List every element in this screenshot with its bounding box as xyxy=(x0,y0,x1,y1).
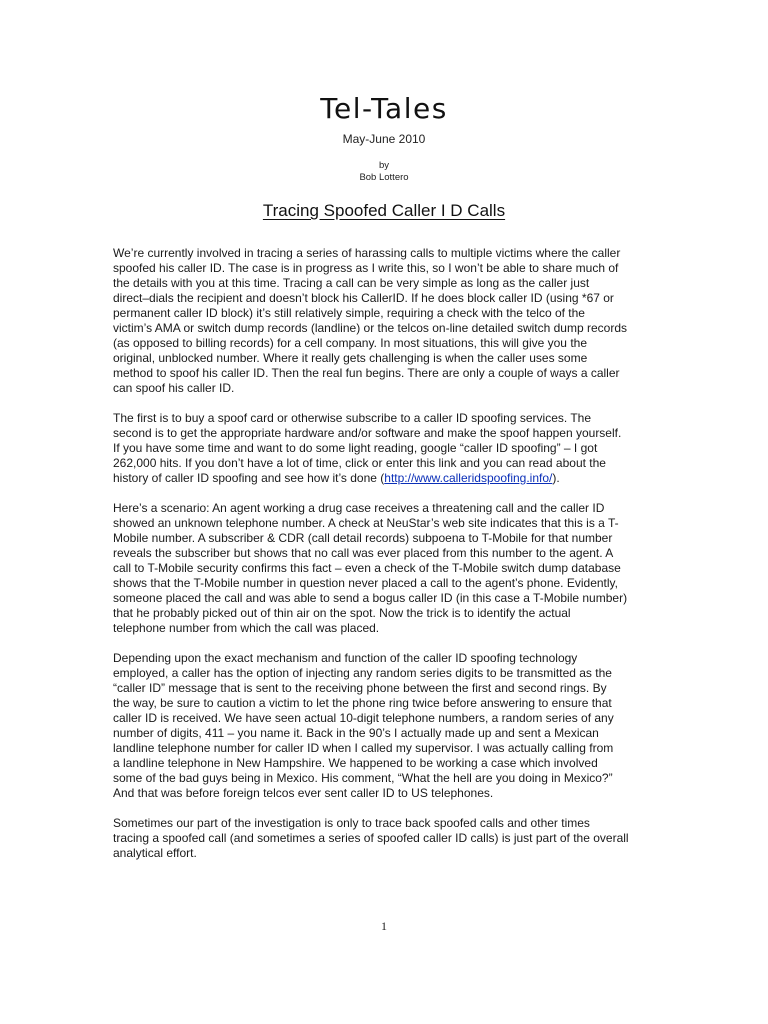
text-line: (as opposed to billing records) for a cell company. In most situations, this will give you the xyxy=(113,336,587,350)
text-line: victim’s AMA or switch dump records (landline) or the telcos on-line detailed switch dump records xyxy=(113,321,627,335)
link-suffix-text: ). xyxy=(552,471,560,485)
paragraph-spoofing-methods xyxy=(113,411,661,486)
text-line: Depending upon the exact mechanism and function of the caller ID spoofing technology xyxy=(113,651,578,665)
text-line: We’re currently involved in tracing a series of harassing calls to multiple victims where the caller xyxy=(113,246,621,260)
text-line: landline telephone number for caller ID when I called my supervisor. I was actually calling from xyxy=(113,741,614,755)
text-line: the details with you at this time. Tracing a call can be very simple as long as the caller just xyxy=(113,276,590,290)
text-line: Mobile number. A subscriber & CDR (call detail records) subpoena to T-Mobile for that number xyxy=(113,531,613,545)
byline xyxy=(0,160,768,184)
text-line: second is to get the appropriate hardware and/or software and make the spoof happen yourself. xyxy=(113,426,622,440)
text-line: Sometimes our part of the investigation is only to trace back spoofed calls and other times xyxy=(113,816,590,830)
byline-by-label: by xyxy=(378,160,390,171)
text-line: method to spoof his caller ID. Then the real fun begins. There are only a couple of ways a caller xyxy=(113,366,620,380)
text-line: that he probably picked out of thin air on the spot. Now the trick is to identify the actual xyxy=(113,606,571,620)
text-line: number of digits, 411 – you name it. Back in the 90’s I actually made up and sent a Mexican xyxy=(113,726,599,740)
text-line: shows that the T-Mobile number in question never placed a call to the agent’s phone. Evidently, xyxy=(113,576,618,590)
text-line: permanent caller ID block) it’s still relatively simple, requiring a check with the telco of the xyxy=(113,306,585,320)
text-line: showed an unknown telephone number. A check at NeuStar’s web site indicates that this is a T- xyxy=(113,516,619,530)
text-line: someone placed the call and was able to send a bogus caller ID (in this case a T-Mobile number) xyxy=(113,591,628,605)
calleridspoofing-link[interactable]: http://www.calleridspoofing.info/ xyxy=(384,471,553,485)
text-line: “caller ID” message that is sent to the receiving phone between the first and second rings. By xyxy=(113,681,607,695)
link-prefix-text: history of caller ID spoofing and see how it’s done ( xyxy=(113,471,385,485)
paragraph-mechanism xyxy=(113,651,661,801)
text-line: If you have some time and want to do some light reading, google “caller ID spoofing” – I got xyxy=(113,441,598,455)
text-line-with-link xyxy=(113,471,661,486)
text-line: a landline telephone in New Hampshire. We happened to be working a case which involved xyxy=(113,756,598,770)
text-line: analytical effort. xyxy=(113,846,197,860)
text-line: reveals the subscriber but shows that no call was ever placed from this number to the agent. A xyxy=(113,546,614,560)
text-line: 262,000 hits. If you don’t have a lot of time, click or enter this link and you can read about the xyxy=(113,456,606,470)
article-body xyxy=(113,246,661,876)
paragraph-closing xyxy=(113,816,661,861)
text-line: Here’s a scenario: An agent working a drug case receives a threatening call and the caller ID xyxy=(113,501,605,515)
text-line: And that was before foreign telcos ever sent caller ID to US telephones. xyxy=(113,786,494,800)
issue-date: May-June 2010 xyxy=(342,132,426,146)
byline-author: Bob Lottero xyxy=(359,172,409,183)
paragraph-scenario xyxy=(113,501,661,636)
paragraph-intro xyxy=(113,246,661,396)
article-title: Tracing Spoofed Caller I D Calls xyxy=(262,201,506,220)
text-line: spoofed his caller ID. The case is in progress as I write this, so I won’t be able to share much of xyxy=(113,261,619,275)
text-line: tracing a spoofed call (and sometimes a series of spoofed caller ID calls) is just part of the overall xyxy=(113,831,629,845)
text-line: call to T-Mobile security confirms this fact – even a check of the T-Mobile switch dump database xyxy=(113,561,621,575)
masthead-title: Tel-Tales xyxy=(320,92,448,125)
text-line: some of the bad guys being in Mexico. His comment, “What the hell are you doing in Mexico?” xyxy=(113,771,613,785)
text-line: caller ID is received. We have seen actual 10-digit telephone numbers, a random series of any xyxy=(113,711,614,725)
page-number: 1 xyxy=(381,919,387,933)
text-line: direct–dials the recipient and doesn’t block his CallerID. If he does block caller ID (using *67 or xyxy=(113,291,614,305)
text-line: can spoof his caller ID. xyxy=(113,381,235,395)
text-line: The first is to buy a spoof card or otherwise subscribe to a caller ID spoofing services. The xyxy=(113,411,591,425)
text-line: the way, be sure to caution a victim to let the phone ring twice before answering to ensure that xyxy=(113,696,612,710)
text-line: employed, a caller has the option of injecting any random series digits to be transmitted as the xyxy=(113,666,612,680)
text-line: original, unblocked number. Where it really gets challenging is when the caller uses some xyxy=(113,351,588,365)
text-line: telephone number from which the call was placed. xyxy=(113,621,380,635)
